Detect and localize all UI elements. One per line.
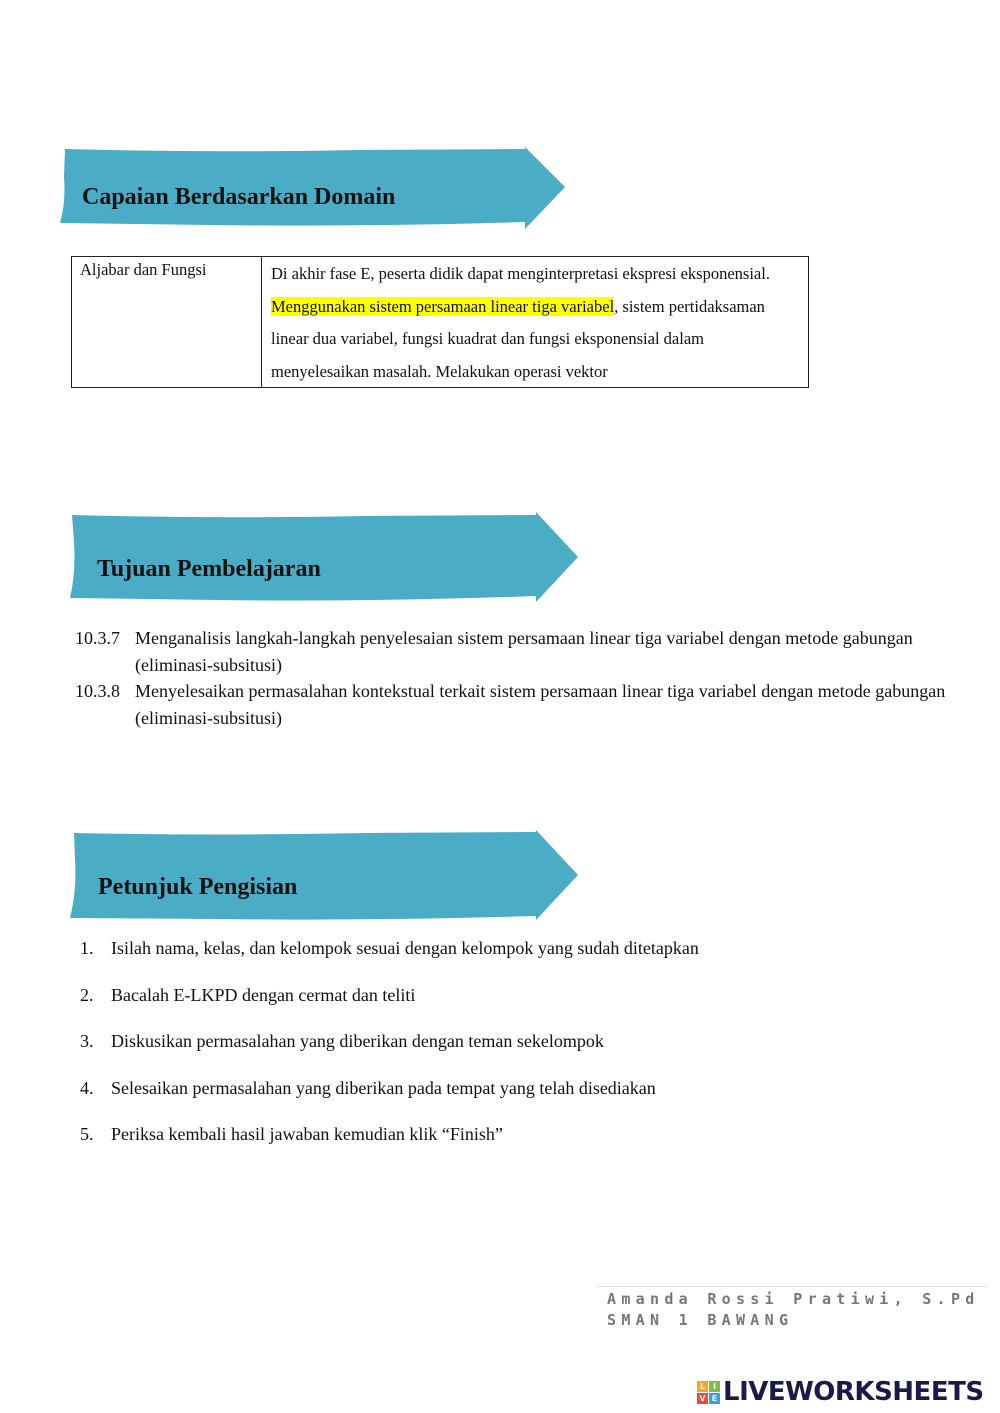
item-text: Periksa kembali hasil jawaban kemudian klik “Finish” <box>111 1124 503 1144</box>
item-number: 10.3.7 <box>75 628 120 648</box>
logo-square-e: E <box>709 1393 720 1404</box>
item-text: Menganalisis langkah-langkah penyelesaian sistem persamaan linear tiga variabel dengan metode gabungan (eliminasi-subsitusi) <box>135 628 913 675</box>
item-number: 10.3.8 <box>75 681 120 701</box>
item-text: Bacalah E-LKPD dengan cermat dan teliti <box>111 984 416 1005</box>
section-title-capaian: Capaian Berdasarkan Domain <box>82 184 396 210</box>
item-text: Isilah nama, kelas, dan kelompok sesuai dengan kelompok yang sudah ditetapkan <box>111 938 699 958</box>
list-item <box>80 985 930 1032</box>
liveworksheets-logo <box>697 1377 984 1407</box>
footer-school: SMAN 1 BAWANG <box>607 1311 794 1329</box>
item-number: 2. <box>80 984 94 1005</box>
logo-square-v: V <box>697 1393 708 1404</box>
list-item <box>80 938 930 985</box>
liveworksheets-logo-text: LIVEWORKSHEETS <box>723 1377 984 1407</box>
list-item <box>80 1124 930 1171</box>
capaian-text-part-2: , sistem pertidaksaman linear dua variabel, fungsi kuadrat dan fungsi eksponensial dalam menyelesaikan masalah. Melakukan operasi vektor <box>271 296 765 381</box>
footer-author: Amanda Rossi Pratiwi, S.Pd <box>607 1290 980 1308</box>
petunjuk-list <box>80 938 930 1171</box>
section-banner-capaian <box>60 147 570 231</box>
list-item <box>75 625 975 678</box>
item-text: Selesaikan permasalahan yang diberikan pada tempat yang telah disediakan <box>111 1077 656 1098</box>
liveworksheets-logo-icon <box>697 1381 720 1404</box>
item-number: 3. <box>80 1031 94 1051</box>
section-banner-petunjuk <box>68 830 583 922</box>
item-text: Menyelesaikan permasalahan kontekstual terkait sistem persamaan linear tiga variabel dengan metode gabungan (eliminasi-subsitusi) <box>135 681 946 728</box>
item-number: 5. <box>80 1124 94 1144</box>
tujuan-list <box>75 625 975 731</box>
domain-cell: Aljabar dan Fungsi <box>72 257 262 387</box>
capaian-table <box>71 256 809 388</box>
item-number: 1. <box>80 938 94 958</box>
list-item <box>80 1078 930 1125</box>
section-title-petunjuk: Petunjuk Pengisian <box>98 874 298 900</box>
section-title-tujuan: Tujuan Pembelajaran <box>97 556 321 582</box>
logo-square-l: L <box>697 1381 708 1392</box>
list-item <box>80 1031 930 1078</box>
logo-square-i: I <box>709 1381 720 1392</box>
list-item <box>75 678 975 731</box>
section-banner-tujuan <box>68 512 583 604</box>
capaian-description-cell <box>262 257 808 387</box>
item-text: Diskusikan permasalahan yang diberikan dengan teman sekelompok <box>111 1031 604 1051</box>
capaian-text-part-1: Di akhir fase E, peserta didik dapat menginterpretasi ekspresi eksponensial. <box>271 264 770 283</box>
item-number: 4. <box>80 1077 94 1098</box>
highlighted-text: Menggunakan sistem persamaan linear tiga variabel <box>271 296 615 316</box>
footer-divider <box>597 1286 987 1287</box>
